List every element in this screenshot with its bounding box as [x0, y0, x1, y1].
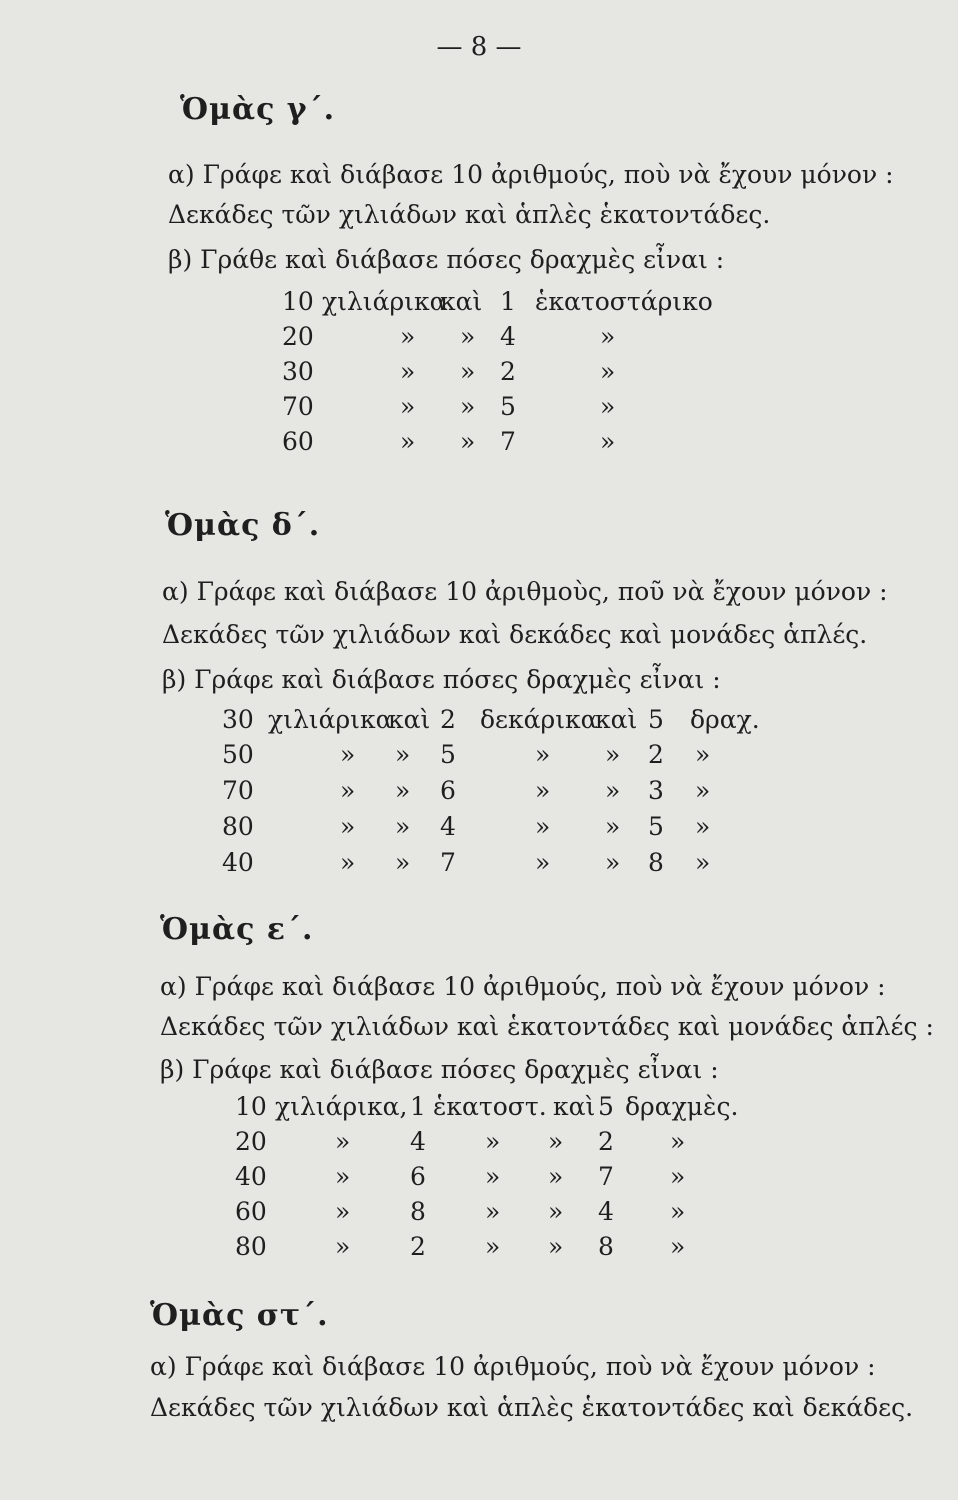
exercise-a-line2: Δεκάδες τῶν χιλιάδων καὶ ἑκατοντάδες καὶ μονάδες ἁπλές :	[160, 1012, 934, 1041]
exercise-a-line2: Δεκάδες τῶν χιλιάδων καὶ ἁπλὲς ἑκατοντάδες.	[168, 200, 771, 229]
exercise-a-line2: Δεκάδες τῶν χιλιάδων καὶ δεκάδες καὶ μονάδες ἁπλές.	[162, 620, 868, 649]
section-heading-gamma: Ὁμὰς γ΄.	[180, 92, 336, 127]
section-heading-delta: Ὁμὰς δ΄.	[165, 508, 321, 543]
exercise-a-line1: α) Γράφε καὶ διάβασε 10 ἀριθμούς, ποὺ νὰ ἔχουν μόνον :	[160, 972, 886, 1001]
book-page: — 8 — Ὁμὰς γ΄. α) Γράφε καὶ διάβασε 10 ἀριθμούς, ποὺ νὰ ἔχουν μόνον : Δεκάδες τῶν χιλιάδων καὶ ἁπλὲς ἑκατοντάδες. β) Γράθε καὶ διάβασε πόσες δραχμὲς εἶναι : 10 χιλιάρικα καὶ 1 ἑκατοστάρικο 20 » » 4 » 30 » » 2 » 70 » » 5 » 60 » » 7 » Ὁμὰς δ΄. α) Γράφε καὶ διάβασε 10 ἀριθμοὺς, ποῦ νὰ ἔχουν μόνον : Δεκάδες τῶν χιλιάδων καὶ δεκάδες καὶ μονάδες ἁπλές. β) Γράφε καὶ διάβασε πόσες δραχμὲς εἶναι : 30 χιλιάρικα καὶ 2 δεκάρικα καὶ 5 δραχ. 50 » » 5 » » 2 » 70 » » 6 » » 3 » 80 » » 4 » » 5 » 40 » » 7 » » 8 » Ὁμὰς ε΄. α) Γράφε καὶ διάβασε 10 ἀριθμούς, ποὺ νὰ ἔχουν μόνον : Δεκάδες τῶν χιλιάδων καὶ ἑκατοντάδες καὶ μονάδες ἁπλές : β) Γράφε καὶ διάβασε πόσες δραχμὲς εἶναι : 10 χιλιάρικα, 1 ἑκατοστ. καὶ 5 δραχμὲς. 20 » 4 » » 2 » 40 » 6 » » 7 » 60 » 8 » » 4 » 80 » 2 » » 8 » Ὁμὰς στ΄. α) Γράφε καὶ διάβασε 10 ἀριθμούς, ποὺ νὰ ἔχουν μόνον : Δεκάδες τῶν χιλιάδων καὶ ἁπλὲς ἑκατοντάδες καὶ δεκάδες.	[0, 0, 958, 1500]
exercise-a-line1: α) Γράφε καὶ διάβασε 10 ἀριθμούς, ποὺ νὰ ἔχουν μόνον :	[150, 1352, 876, 1381]
exercise-b-line: β) Γράφε καὶ διάβασε πόσες δραχμὲς εἶναι :	[160, 1055, 719, 1084]
exercise-b-line: β) Γράφε καὶ διάβασε πόσες δραχμὲς εἶναι :	[162, 665, 721, 694]
exercise-b-line: β) Γράθε καὶ διάβασε πόσες δραχμὲς εἶναι :	[168, 245, 725, 274]
exercise-a-line1: α) Γράφε καὶ διάβασε 10 ἀριθμούς, ποὺ νὰ ἔχουν μόνον :	[168, 160, 894, 189]
exercise-a-line1: α) Γράφε καὶ διάβασε 10 ἀριθμοὺς, ποῦ νὰ ἔχουν μόνον :	[162, 577, 888, 606]
section-heading-epsilon: Ὁμὰς ε΄.	[160, 912, 314, 947]
page-number: — 8 —	[436, 32, 522, 62]
section-heading-stigma: Ὁμὰς στ΄.	[150, 1298, 329, 1333]
exercise-a-line2: Δεκάδες τῶν χιλιάδων καὶ ἁπλὲς ἑκατοντάδες καὶ δεκάδες.	[150, 1393, 914, 1422]
